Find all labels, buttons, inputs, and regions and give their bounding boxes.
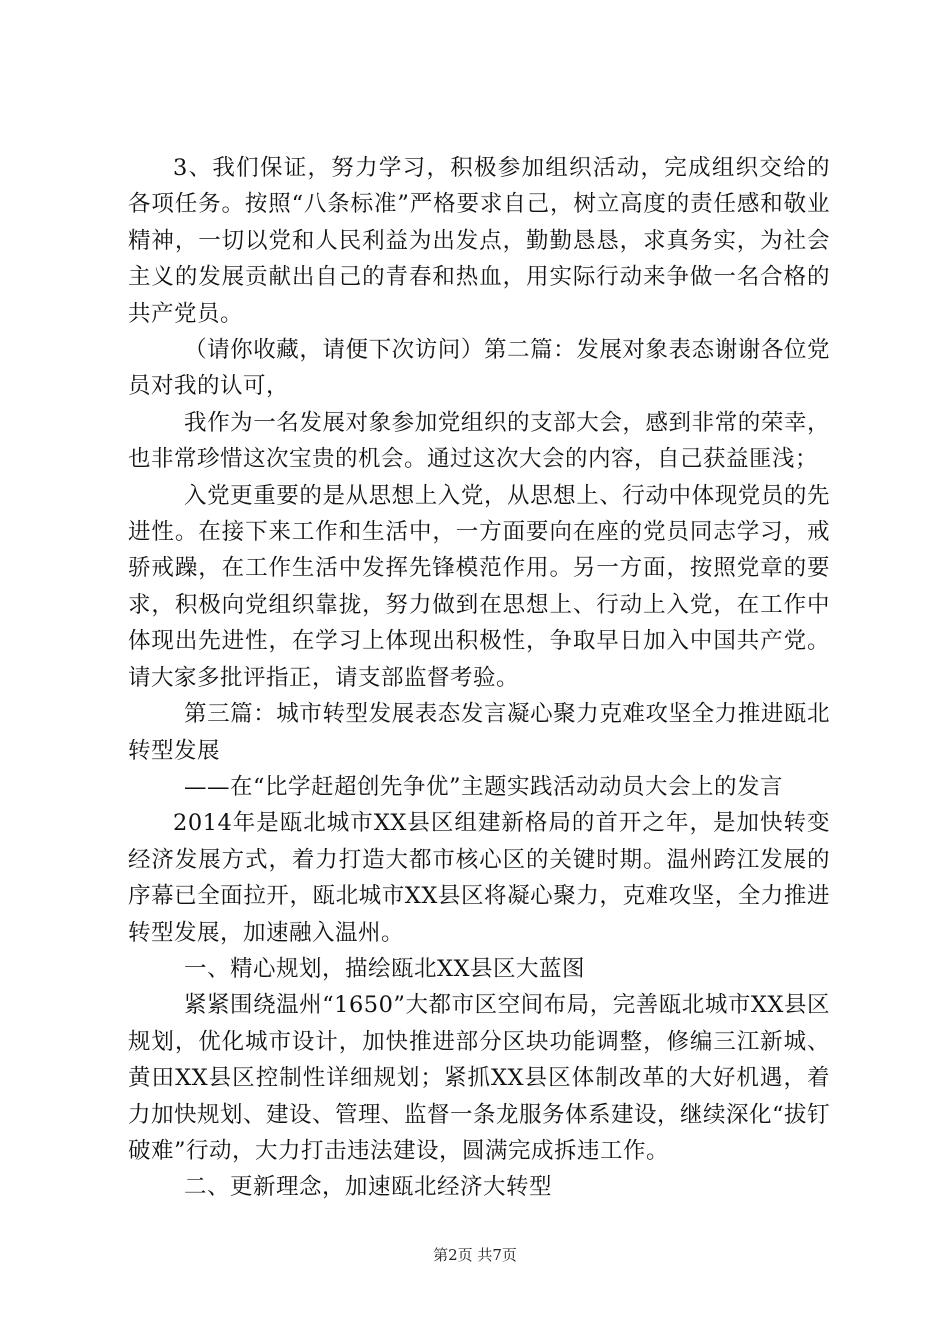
paragraph-third-article-heading: 第三篇：城市转型发展表态发言凝心聚力克难攻坚全力推进瓯北转型发展 — [128, 701, 830, 764]
paragraph-join-party: 入党更重要的是从思想上入党，从思想上、行动中体现党员的先进性。在接下来工作和生活中，一方面要向在座的党员同志学习，戒骄戒躁，在工作生活中发挥先锋模范作用。另一方面，按照党章的要求，积极向党组织靠拢，努力做到在思想上、行动上入党，在工作中体现出先进性，在学习上体现出积极性，争取早日加入中国共产党。请大家多批评指正，请支部监督考验。 — [128, 482, 830, 691]
section-heading-planning: 一、精心规划，描绘瓯北XX县区大蓝图 — [184, 955, 586, 982]
paragraph-2014-overview: 2014年是瓯北城市XX县区组建新格局的首开之年，是加快转变经济发展方式，着力打造大都市核心区的关键时期。温州跨江发展的序幕已全面拉开，瓯北城市XX县区将凝心聚力，克难攻坚，全力推进转型发展，加速融入温州。 — [128, 810, 830, 946]
document-body — [128, 150, 830, 1206]
section-heading-economy: 二、更新理念，加速瓯北经济大转型 — [184, 1174, 553, 1201]
paragraph-second-article-heading: （请你收藏，请便下次访问）第二篇：发展对象表态谢谢各位党员对我的认可， — [128, 337, 830, 400]
page-number-footer: 第2页 共7页 — [433, 1246, 517, 1264]
paragraph-development-object: 我作为一名发展对象参加党组织的支部大会，感到非常的荣幸，也非常珍惜这次宝贵的机会。通过这次大会的内容，自己获益匪浅； — [128, 409, 830, 473]
paragraph-subtitle: ——在“比学赶超创先争优”主题实践活动动员大会上的发言 — [184, 773, 784, 800]
paragraph-planning: 紧紧围绕温州“1650”大都市区空间布局，完善瓯北城市XX县区规划，优化城市设计，加快推进部分区块功能调整，修编三江新城、黄田XX县区控制性详细规划；紧抓XX县区体制改革的大好机遇，着力加快规划、建设、管理、监督一条龙服务体系建设，继续深化“拔钉破难”行动，大力打击违法建设，圆满完成拆违工作。 — [128, 992, 831, 1164]
paragraph-pledge: 3、我们保证，努力学习，积极参加组织活动，完成组织交给的各项任务。按照“八条标准”严格要求自己，树立高度的责任感和敬业精神，一切以党和人民利益为出发点，勤勤恳恳，求真务实，为社会主义的发展贡献出自己的青春和热血，用实际行动来争做一名合格的共产党员。 — [128, 155, 830, 327]
